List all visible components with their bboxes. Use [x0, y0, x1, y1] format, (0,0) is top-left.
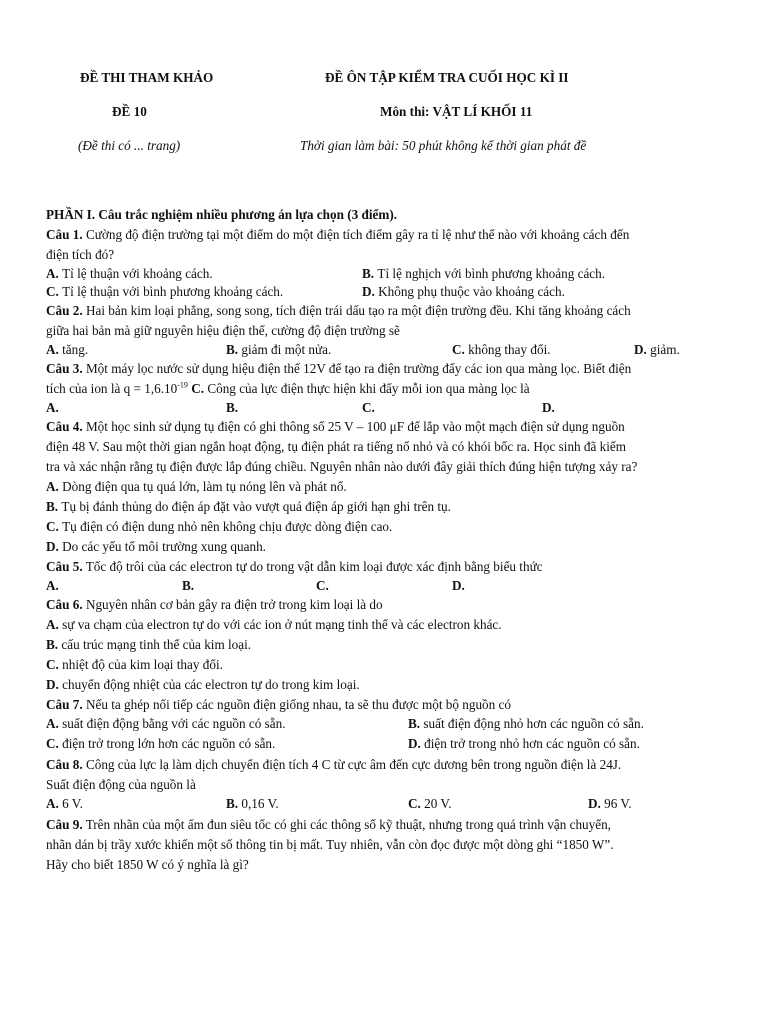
option-a: A. 6 V. [46, 796, 83, 811]
options-row [46, 715, 726, 735]
option-b: B. suất điện động nhỏ hơn các nguồn có sẵn. [408, 716, 644, 731]
option-d: D. điện trở trong nhỏ hơn các nguồn có sẵn. [408, 736, 640, 751]
option-c: C. điện trở trong lớn hơn các nguồn có sẵn. [46, 736, 276, 751]
option-c: C. [316, 578, 329, 593]
question-text: Câu 3. Một máy lọc nước sử dụng hiệu điện thế 12V để tạo ra điện trường đẩy các ion qua màng lọc. Biết điện [46, 361, 632, 376]
options-row [46, 795, 726, 815]
question-6 [46, 595, 726, 695]
question-label: Câu 3. [46, 361, 83, 376]
question-text: Hãy cho biết 1850 W có ý nghĩa là gì? [46, 857, 249, 872]
question-label: Câu 4. [46, 419, 83, 434]
option-c: C. không thay đổi. [452, 342, 551, 357]
question-text: giữa hai bản mà giữ nguyên hiệu điện thế, cường độ điện trường sẽ [46, 323, 400, 338]
option-c: C. 20 V. [408, 796, 452, 811]
options-row [46, 399, 726, 417]
option-d: D. [542, 400, 555, 415]
question-text: nhãn dán bị trầy xước khiến một số thông tin bị mất. Tuy nhiên, vẫn còn đọc được một dòng ghi “1850 W”. [46, 837, 614, 852]
exam-subject: Môn thi: VẬT LÍ KHỐI 11 [380, 104, 533, 119]
question-label: Câu 1. [46, 227, 83, 242]
option-d: D. Không phụ thuộc vào khoảng cách. [362, 284, 565, 299]
question-text: Câu 2. Hai bản kim loại phẳng, song song, tích điện trái dấu tạo ra một điện trường đều. Khi tăng khoảng cách [46, 303, 631, 318]
options-row [46, 283, 726, 301]
option-c: C. Tỉ lệ thuận với bình phương khoảng cách. [46, 284, 284, 299]
option-d: D. [452, 578, 465, 593]
exam-content [46, 205, 726, 875]
question-text: Câu 8. Công của lực lạ làm dịch chuyển điện tích 4 C từ cực âm đến cực dương bên trong nguồn điện là 24J. [46, 757, 622, 772]
option-a: A. [46, 400, 59, 415]
option-b: B. 0,16 V. [226, 796, 279, 811]
question-text: Câu 7. Nếu ta ghép nối tiếp các nguồn điện giống nhau, ta sẽ thu được một bộ nguồn có [46, 697, 511, 712]
option-b: B. giảm đi một nửa. [226, 342, 332, 357]
question-5 [46, 557, 726, 595]
exam-code: ĐỀ 10 [112, 104, 147, 119]
question-text: Câu 9. Trên nhãn của một ấm đun siêu tốc có ghi các thông số kỹ thuật, nhưng trong quá trình vận chuyển, [46, 817, 611, 832]
option-b: B. [226, 400, 239, 415]
question-text: điện 48 V. Sau một thời gian ngắn hoạt động, tụ điện phát ra tiếng nổ nhỏ và có khói bốc ra. Học sinh đã kiểm [46, 439, 627, 454]
question-text: Câu 5. Tốc độ trôi của các electron tự do trong vật dẫn kim loại được xác định bằng biểu thức [46, 559, 543, 574]
option-a: A. [46, 578, 59, 593]
question-label: Câu 9. [46, 817, 83, 832]
question-text: tích của ion là $q = 1,6.10^{-19}$ C. Công của lực điện thực hiện khi đẩy mỗi ion qua màng lọc là [46, 380, 530, 396]
options-row [46, 735, 726, 755]
option-b: B. cấu trúc mạng tinh thể của kim loại. [46, 637, 252, 652]
exam-type-title: ĐỀ THI THAM KHẢO [80, 70, 214, 85]
question-label: Câu 2. [46, 303, 83, 318]
option-a: A. Dòng điện qua tụ quá lớn, làm tụ nóng lên và phát nổ. [46, 479, 347, 494]
question-label: Câu 7. [46, 697, 83, 712]
option-b: B. Tụ bị đánh thủng do điện áp đặt vào vượt quá điện áp giới hạn ghi trên tụ. [46, 499, 451, 514]
question-text: Suất điện động của nguồn là [46, 777, 196, 792]
question-text: Câu 4. Một học sinh sử dụng tụ điện có ghi thông số 25 V – 100 μF để lắp vào một mạch điện sử dụng nguồn [46, 419, 625, 434]
question-label: Câu 6. [46, 597, 83, 612]
page-count-note: (Đề thi có ... trang) [78, 138, 181, 153]
option-a: A. sự va chạm của electron tự do với các ion ở nút mạng tinh thể và các electron khác. [46, 617, 502, 632]
question-9 [46, 815, 726, 875]
options-row [46, 341, 726, 359]
question-label: Câu 5. [46, 559, 83, 574]
question-1 [46, 225, 726, 301]
option-d: D. 96 V. [588, 796, 632, 811]
question-4 [46, 417, 726, 557]
option-d: D. chuyển động nhiệt của các electron tự do trong kim loại. [46, 677, 360, 692]
option-c: C. Tụ điện có điện dung nhỏ nên không chịu được dòng điện cao. [46, 519, 393, 534]
option-a: A. Tỉ lệ thuận với khoảng cách. [46, 266, 213, 281]
options-row [46, 577, 726, 595]
options-row [46, 265, 726, 283]
question-label: Câu 8. [46, 757, 83, 772]
option-b: B. [182, 578, 195, 593]
option-c: C. [362, 400, 375, 415]
question-text: tra và xác nhận rằng tụ điện được lắp đúng chiều. Nguyên nhân nào dưới đây giải thích đúng hiện tượng xảy ra? [46, 459, 638, 474]
question-text: Câu 1. Cường độ điện trường tại một điểm do một điện tích điểm gây ra tỉ lệ như thế nào với khoảng cách đến [46, 227, 630, 242]
section-heading: PHẦN I. Câu trắc nghiệm nhiều phương án lựa chọn (3 điểm). [46, 207, 398, 222]
question-2 [46, 301, 726, 359]
question-text: điện tích đó? [46, 247, 115, 262]
option-a: A. tăng. [46, 342, 89, 357]
question-7 [46, 695, 726, 755]
exam-title: ĐỀ ÔN TẬP KIỂM TRA CUỐI HỌC KÌ II [325, 70, 569, 85]
option-b: B. Tỉ lệ nghịch với bình phương khoảng cách. [362, 266, 606, 281]
option-d: D. giảm. [634, 342, 680, 357]
option-d: D. Do các yếu tố môi trường xung quanh. [46, 539, 266, 554]
option-a: A. suất điện động bằng với các nguồn có sẵn. [46, 716, 286, 731]
exam-time: Thời gian làm bài: 50 phút không kể thời gian phát đề [300, 138, 587, 153]
question-text: Câu 6. Nguyên nhân cơ bản gây ra điện trở trong kim loại là do [46, 597, 383, 612]
option-c: C. nhiệt độ của kim loại thay đổi. [46, 657, 223, 672]
question-3 [46, 359, 726, 417]
question-8 [46, 755, 726, 815]
